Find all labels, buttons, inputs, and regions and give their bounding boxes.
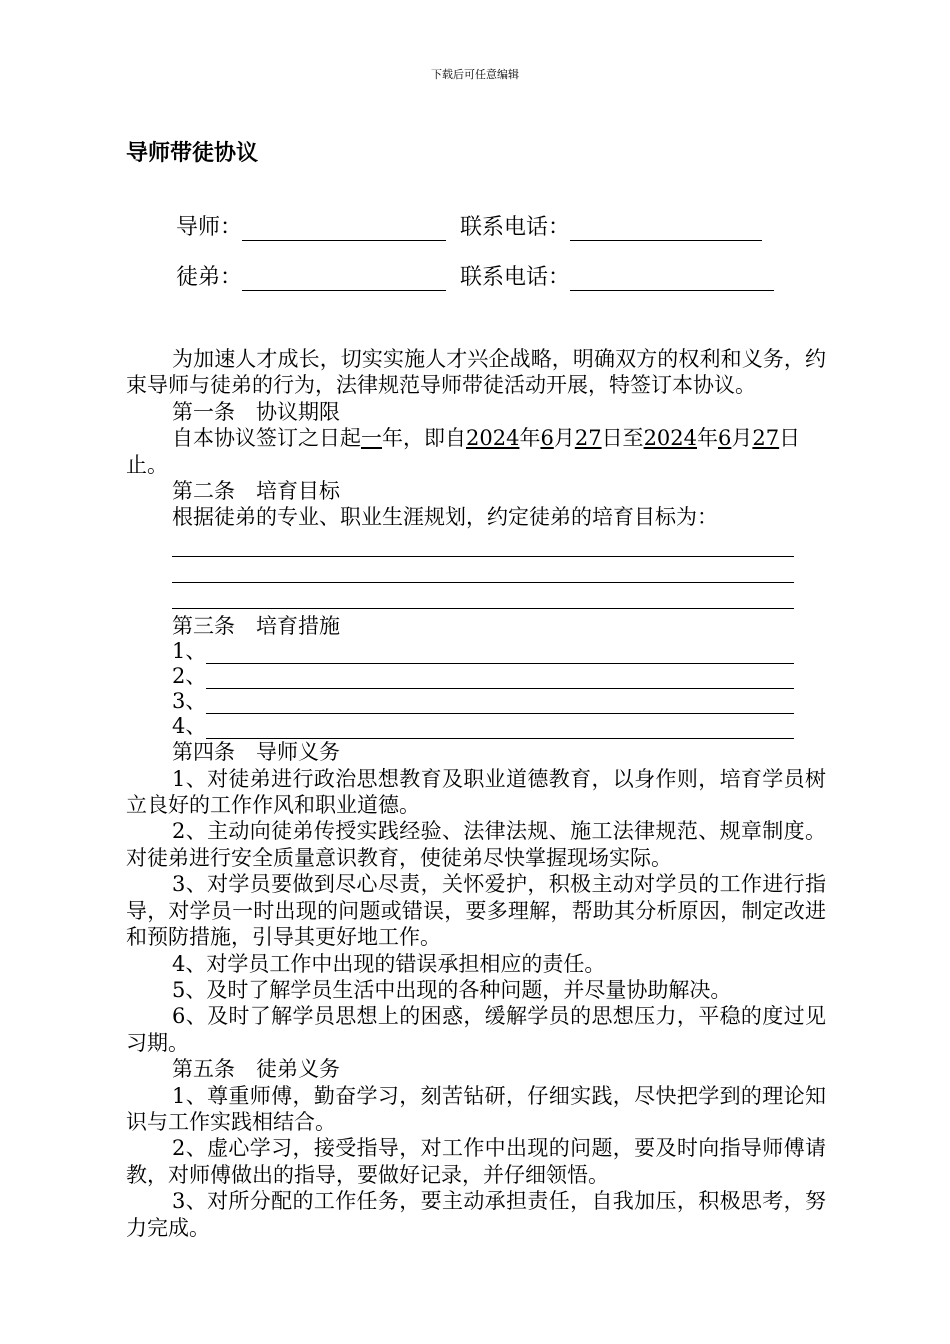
term-text-8: 日止。 [126,426,801,477]
measure-number: 3、 [172,688,207,713]
article2-heading: 第二条 培育目标 [172,479,340,504]
measure-line [126,689,826,714]
apprentice-row [176,260,774,291]
measure-blank[interactable] [206,643,794,664]
goal-blank-line[interactable] [172,557,794,583]
apprentice-phone-label: 联系电话： [460,265,571,290]
article1-term [126,425,826,478]
agreement-body [126,346,826,1241]
mentor-phone-blank[interactable] [570,218,762,241]
article5-heading: 第五条 徒弟义务 [172,1057,340,1082]
goal-blank-line[interactable] [172,583,794,609]
mentor-row [176,210,762,241]
measure-number: 1、 [172,638,207,663]
measure-blank[interactable] [206,718,794,739]
apprentice-phone-blank[interactable] [570,268,774,291]
measure-line [126,714,826,739]
measure-line [126,664,826,689]
apprentice-duty-item: 1、尊重师傅，勤奋学习，刻苦钻研，仔细实践，尽快把学到的理论知识与工作实践相结合。 [126,1083,826,1134]
term-years: 一 [361,426,382,451]
mentor-label: 导师： [176,215,243,240]
apprentice-duty-item: 2、虚心学习，接受指导，对工作中出现的问题，要及时向指导师傅请教，对师傅做出的指导，要做好记录，并仔细领悟。 [126,1136,826,1187]
article3-heading: 第三条 培育措施 [172,613,340,638]
term-text-5: 日至 [601,426,644,451]
mentor-phone-label: 联系电话： [460,215,571,240]
measure-line [126,639,826,664]
mentor-duty-item: 3、对学员要做到尽心尽责，关怀爱护，积极主动对学员的工作进行指导，对学员一时出现的问题或错误，要多理解，帮助其分析原因，制定改进和预防措施，引导其更好地工作。 [126,872,826,950]
apprentice-name-blank[interactable] [242,268,446,291]
intro-paragraph: 为加速人才成长，切实实施人才兴企战略，明确双方的权利和义务，约束导师与徒弟的行为，法律规范导师带徒活动开展，特签订本协议。 [126,347,826,398]
end-month: 6 [718,426,732,451]
measure-blank[interactable] [206,668,794,689]
goal-blank-line[interactable] [172,531,794,557]
measure-blank[interactable] [206,693,794,714]
end-year: 2024 [643,426,698,451]
apprentice-label: 徒弟： [176,265,243,290]
start-month: 6 [540,426,554,451]
apprentice-duty-item: 3、对所分配的工作任务，要主动承担责任，自我加压，积极思考，努力完成。 [126,1189,826,1240]
start-day: 27 [574,426,602,451]
measure-number: 4、 [172,713,207,738]
term-text-4: 月 [553,426,575,451]
article1-heading: 第一条 协议期限 [172,399,340,424]
measure-number: 2、 [172,663,207,688]
article4-heading: 第四条 导师义务 [172,740,340,765]
term-text-3: 年 [519,426,541,451]
mentor-duty-item: 2、主动向徒弟传授实践经验、法律法规、施工法律规范、规章制度。对徒弟进行安全质量意识教育，使徒弟尽快掌握现场实际。 [126,819,826,870]
mentor-duty-item: 6、及时了解学员思想上的困惑，缓解学员的思想压力，平稳的度过见习期。 [126,1004,826,1055]
document-title: 导师带徒协议 [126,141,259,166]
term-text-6: 年 [697,426,719,451]
end-day: 27 [752,426,780,451]
mentor-name-blank[interactable] [242,218,446,241]
mentor-duty-item: 1、对徒弟进行政治思想教育及职业道德教育，以身作则，培育学员树立良好的工作作风和职业道德。 [126,766,826,818]
term-text-2: 年，即自 [382,426,466,451]
term-text-1: 自本协议签订之日起 [172,426,361,451]
start-year: 2024 [466,426,520,451]
article2-text: 根据徒弟的专业、职业生涯规划，约定徒弟的培育目标为： [172,505,718,530]
mentor-duty-item: 4、对学员工作中出现的错误承担相应的责任。 [172,951,606,976]
term-text-7: 月 [731,426,753,451]
header-note: 下载后可任意编辑 [431,68,519,81]
mentor-duty-item: 5、及时了解学员生活中出现的各种问题，并尽量协助解决。 [172,977,732,1002]
